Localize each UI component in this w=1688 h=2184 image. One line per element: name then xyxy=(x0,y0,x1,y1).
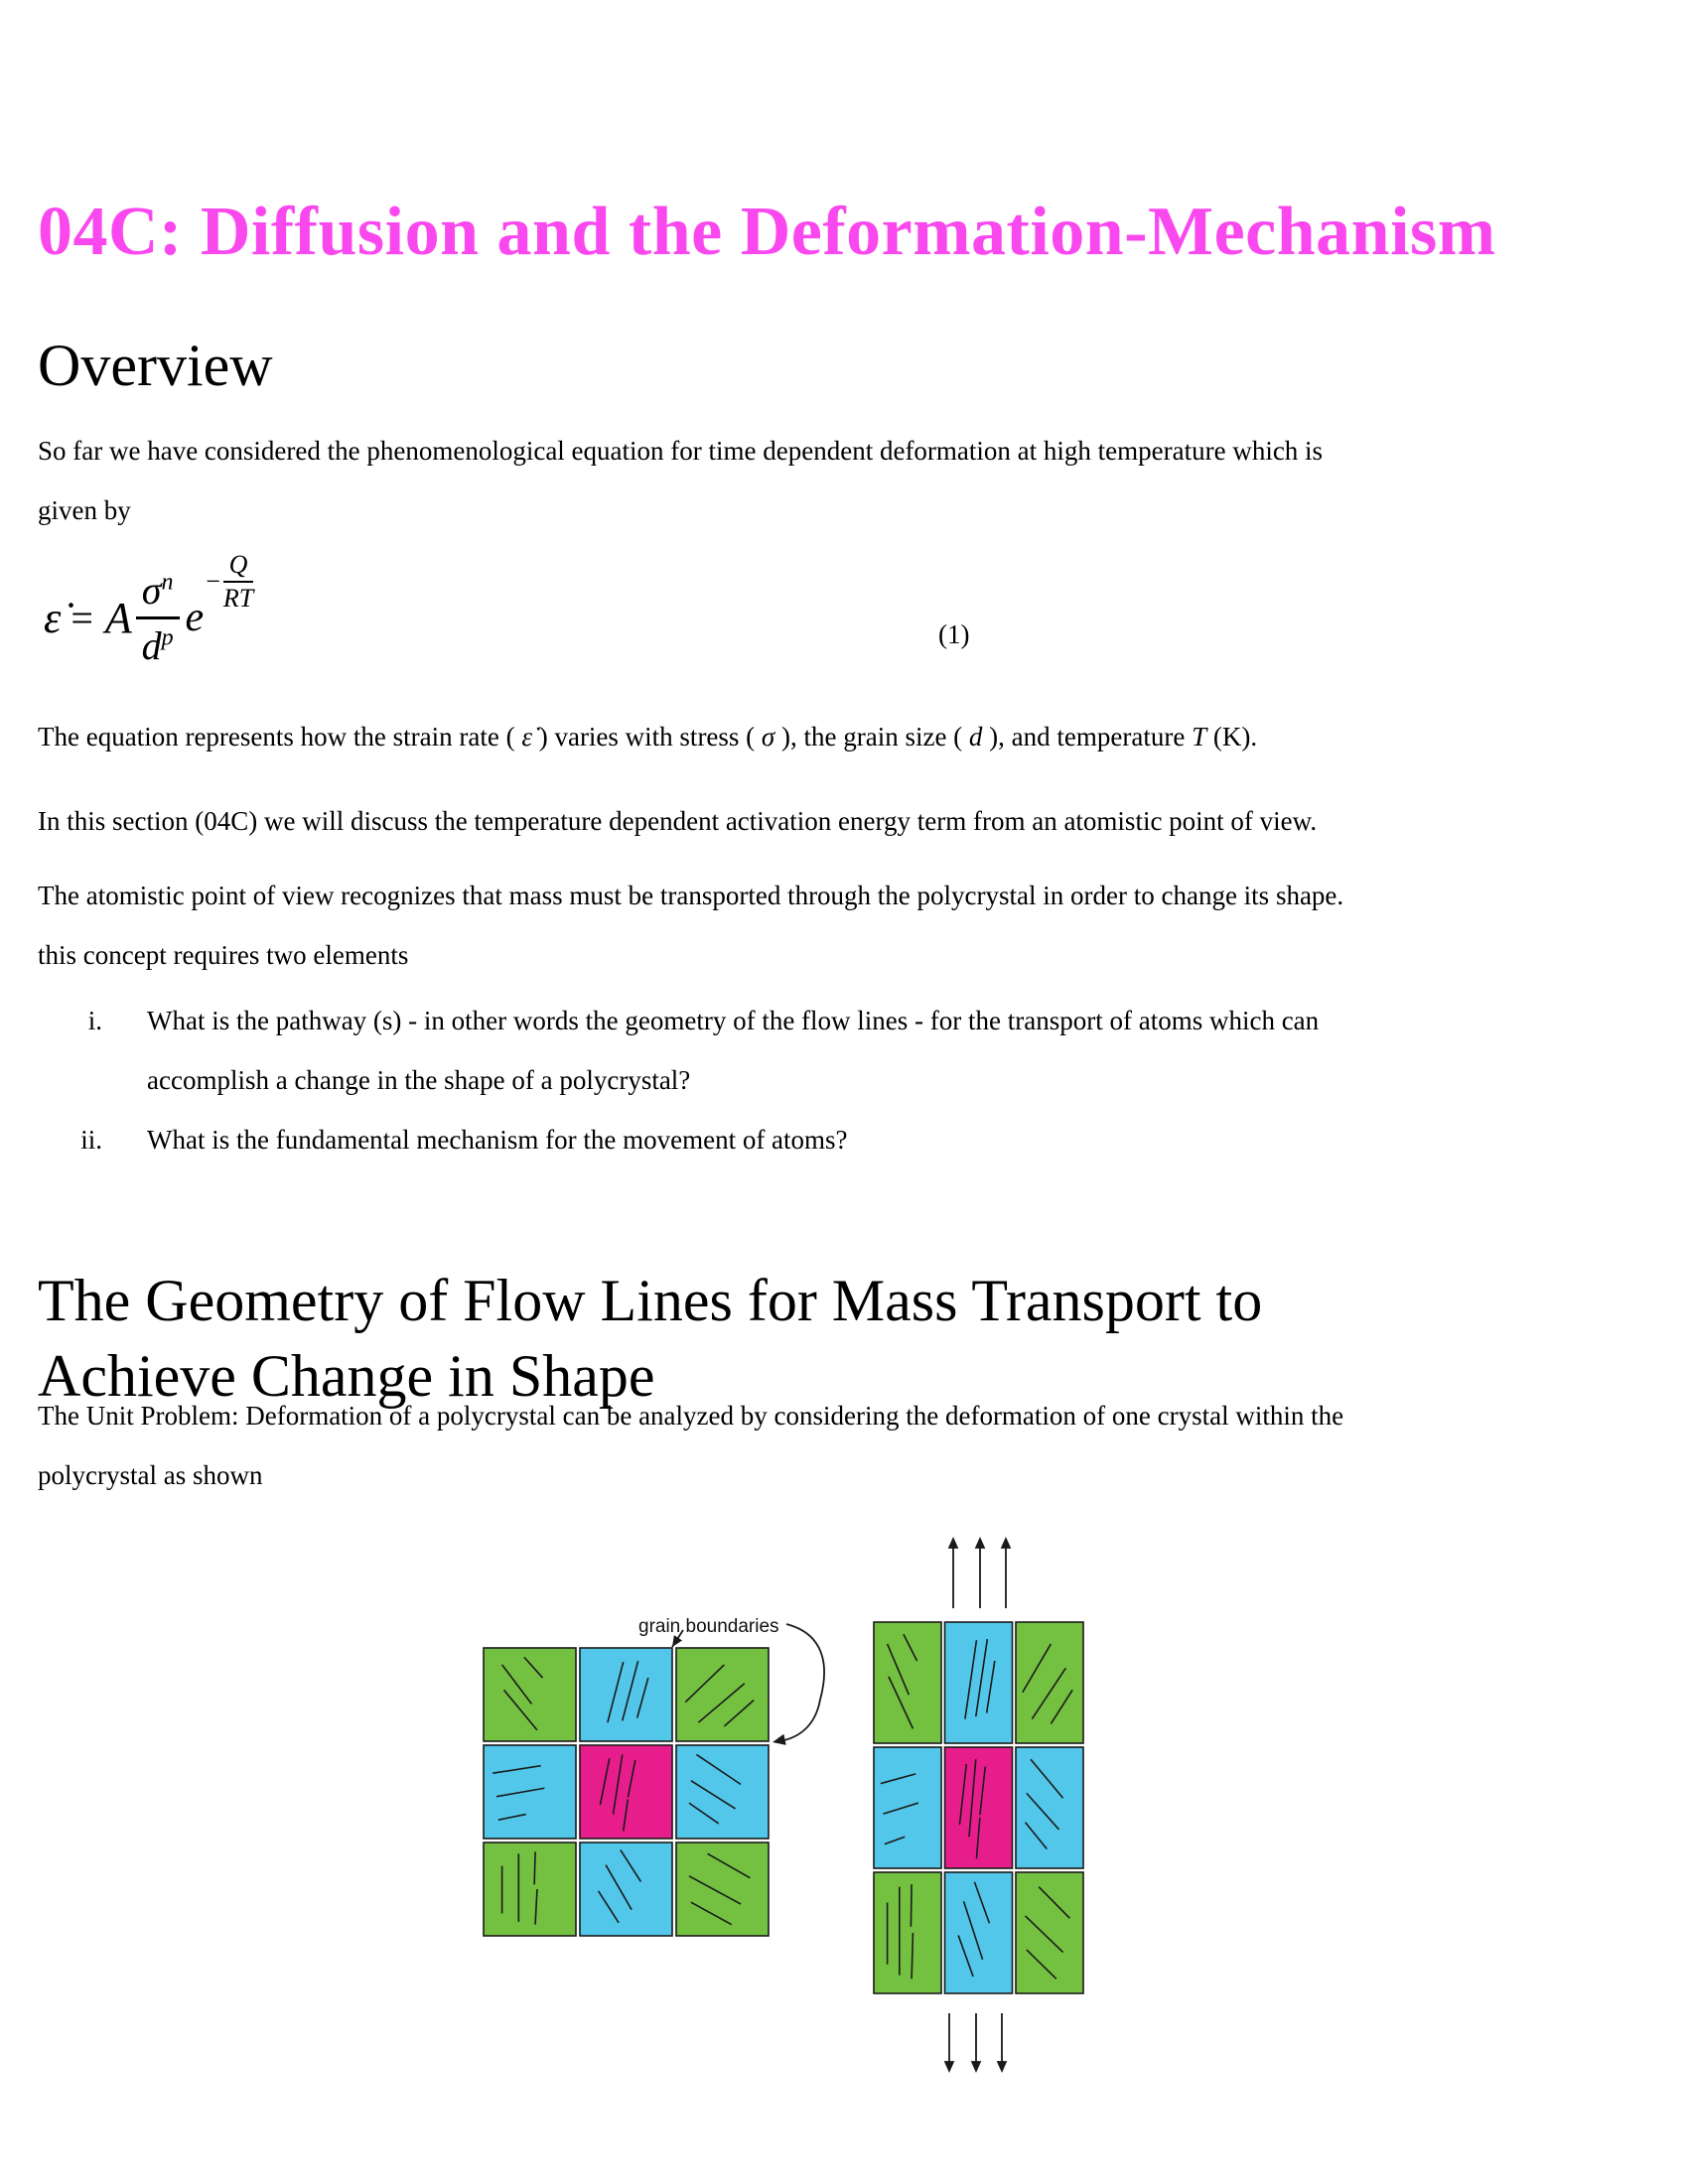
label-curved-arrow xyxy=(779,1624,824,1741)
grainsize-exponent-p: p xyxy=(161,624,174,651)
grain-cell-undeformed-r2c2 xyxy=(676,1843,769,1936)
grain-boundaries-label: grain boundaries xyxy=(638,1616,779,1637)
paragraph-intro-line2: given by xyxy=(38,495,131,525)
paragraph-unit-problem-line1: The Unit Problem: Deformation of a polycrystal can be analyzed by considering the deformation of one crystal within the xyxy=(38,1401,1344,1431)
polycrystal-figure-svg xyxy=(427,1529,1122,2085)
geometry-heading-line2: Achieve Change in Shape xyxy=(38,1342,655,1409)
activation-energy-exponent xyxy=(206,550,253,614)
arrowhead xyxy=(971,2061,982,2073)
explain-text-2: ) varies with stress ( xyxy=(531,722,762,751)
paragraph-atomistic-line1: The atomistic point of view recognizes that mass must be transported through the polycrystal in order to change its shape. xyxy=(38,881,1344,910)
arrowhead xyxy=(948,1537,959,1549)
list-item-2 xyxy=(38,1110,1319,1169)
question-list xyxy=(38,991,1319,1169)
stress-grainsize-fraction xyxy=(136,567,180,669)
grainsize-symbol: d xyxy=(141,622,162,668)
sigma-symbol: σ xyxy=(141,567,162,613)
paragraph-unit-problem xyxy=(38,1386,1343,1505)
grain-cell-deformed-r2c2 xyxy=(1016,1872,1083,1993)
paragraph-intro xyxy=(38,421,1323,540)
paragraph-unit-problem-line2: polycrystal as shown xyxy=(38,1460,263,1490)
explain-text-5: (K). xyxy=(1206,722,1258,751)
document-title: 04C: Diffusion and the Deformation-Mechanism xyxy=(38,193,1496,270)
temperature-inline-symbol: T xyxy=(1192,722,1207,751)
grain-cell-deformed-r2c1 xyxy=(945,1872,1013,1993)
equation-expression xyxy=(44,548,253,687)
list-item-2-text: What is the fundamental mechanism for the movement of atoms? xyxy=(147,1125,848,1155)
sigma-inline-symbol: σ xyxy=(761,722,775,751)
grain-cell-undeformed-r2c1 xyxy=(580,1843,672,1936)
grain-cell-deformed-r0c2 xyxy=(1016,1622,1083,1743)
minus-sign: − xyxy=(206,567,220,596)
grain-cell-deformed-r1c2 xyxy=(1016,1747,1083,1868)
list-item-1-line1: What is the pathway (s) - in other words the geometry of the flow lines - for the transport of atoms which can xyxy=(147,1006,1320,1035)
activation-energy-Q: Q xyxy=(223,550,253,583)
equals-sign: = xyxy=(70,595,93,640)
list-item-2-marker: ii. xyxy=(80,1125,102,1155)
paragraph-section-info: In this section (04C) we will discuss the temperature dependent activation energy term from an atomistic point of view. xyxy=(38,806,1318,836)
stress-exponent-n: n xyxy=(161,569,174,596)
explain-text-3: ), the grain size ( xyxy=(774,722,969,751)
grain-cell-deformed-r1c1 xyxy=(945,1747,1013,1868)
arrowhead xyxy=(1001,1537,1012,1549)
grain-cell-undeformed-r1c0 xyxy=(484,1745,576,1839)
grain-cell-undeformed-r1c2 xyxy=(676,1745,769,1839)
overview-heading: Overview xyxy=(38,332,273,398)
grainsize-inline-symbol: d xyxy=(968,722,983,751)
grain-cell-undeformed-r0c0 xyxy=(484,1648,576,1741)
grain-cell-deformed-r0c0 xyxy=(874,1622,941,1743)
grain-cell-deformed-r0c1 xyxy=(945,1622,1013,1743)
arrowhead xyxy=(944,2061,955,2073)
equation-number: (1) xyxy=(938,619,970,649)
grain-orientation-line xyxy=(534,1851,535,1884)
paragraph-intro-line1: So far we have considered the phenomenological equation for time dependent deformation at high temperature which is xyxy=(38,436,1324,466)
polycrystal-figure xyxy=(427,1529,1122,2085)
grain-cell-undeformed-r1c1 xyxy=(580,1745,672,1839)
arrowhead xyxy=(997,2061,1008,2073)
exponential-e: e xyxy=(185,595,205,640)
grain-cell-deformed-r2c0 xyxy=(874,1872,941,1993)
grain-cell-undeformed-r2c0 xyxy=(484,1843,576,1936)
geometry-heading-line1: The Geometry of Flow Lines for Mass Transport to xyxy=(38,1267,1263,1333)
grain-orientation-line xyxy=(911,1884,912,1927)
paragraph-equation-explain xyxy=(38,707,1257,766)
grain-cell-deformed-r1c0 xyxy=(874,1747,941,1868)
equation-block xyxy=(44,548,1136,697)
list-item-1-marker: i. xyxy=(87,1006,102,1035)
list-item-1-text xyxy=(147,991,1319,1110)
list-item-1-line2: accomplish a change in the shape of a polycrystal? xyxy=(147,1065,691,1095)
paragraph-atomistic-line2: this concept requires two elements xyxy=(38,940,409,970)
arrowhead xyxy=(975,1537,986,1549)
coefficient-A: A xyxy=(104,593,132,642)
grain-cell-undeformed-r0c1 xyxy=(580,1648,672,1741)
grain-cell-undeformed-r0c2 xyxy=(676,1648,769,1741)
arrowhead xyxy=(773,1734,786,1745)
strain-rate-symbol: ε̇ xyxy=(44,593,62,642)
list-item-1 xyxy=(38,991,1319,1110)
explain-text-4: ), and temperature xyxy=(982,722,1193,751)
gas-constant-temperature-RT: RT xyxy=(222,584,254,613)
paragraph-atomistic xyxy=(38,866,1343,985)
strain-rate-inline-symbol: ε̇ xyxy=(521,722,532,751)
explain-text-1: The equation represents how the strain rate ( xyxy=(38,722,522,751)
